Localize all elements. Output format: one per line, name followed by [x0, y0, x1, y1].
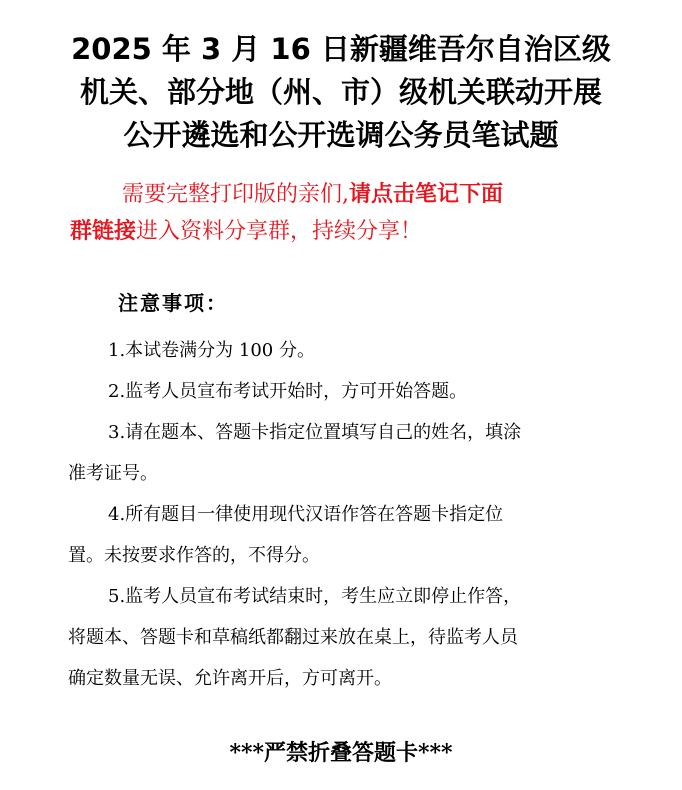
rule-1-line-1: 1.本试卷满分为 100 分。: [108, 340, 315, 361]
notice-heading: 注意事项：: [118, 291, 228, 315]
rule-3-line-1: 3.请在题本、答题卡指定位置填写自己的姓名，填涂: [108, 422, 522, 443]
promo-text-4: 进入资料分享群，持续分享！: [136, 219, 423, 244]
document-title: [0, 28, 682, 157]
promo-notice: [70, 176, 660, 250]
title-line-1: 2025 年 3 月 16 日新疆维吾尔自治区级: [71, 32, 611, 66]
title-line-3: 公开遴选和公开选调公务员笔试题: [123, 118, 559, 152]
rule-3-line-2: 准考证号。: [68, 463, 158, 484]
promo-line-1: [70, 176, 660, 213]
rule-4-line-2: 置。未按要求作答的，不得分。: [68, 545, 320, 566]
promo-text-2: 请点击笔记下面: [349, 181, 504, 207]
rule-5-line-2: 将题本、答题卡和草稿纸都翻过来放在桌上，待监考人员: [68, 627, 518, 648]
promo-group-link: 群链接: [70, 218, 137, 244]
notice-list: [68, 330, 648, 699]
rule-4-line-1: 4.所有题目一律使用现代汉语作答在答题卡指定位: [108, 504, 504, 525]
rule-5-line-1: 5.监考人员宣布考试结束时，考生应立即停止作答，: [108, 586, 522, 607]
promo-text-1: 需要完整打印版的亲们,: [122, 182, 349, 207]
title-line-2: 机关、部分地（州、市）级机关联动开展: [79, 75, 602, 109]
rule-5-line-3: 确定数量无误、允许离开后，方可离开。: [68, 668, 392, 689]
rule-2-line-1: 2.监考人员宣布考试开始时，方可开始答题。: [108, 381, 468, 402]
promo-line-2: [70, 213, 660, 250]
footer-warning: ***严禁折叠答题卡***: [229, 740, 453, 766]
